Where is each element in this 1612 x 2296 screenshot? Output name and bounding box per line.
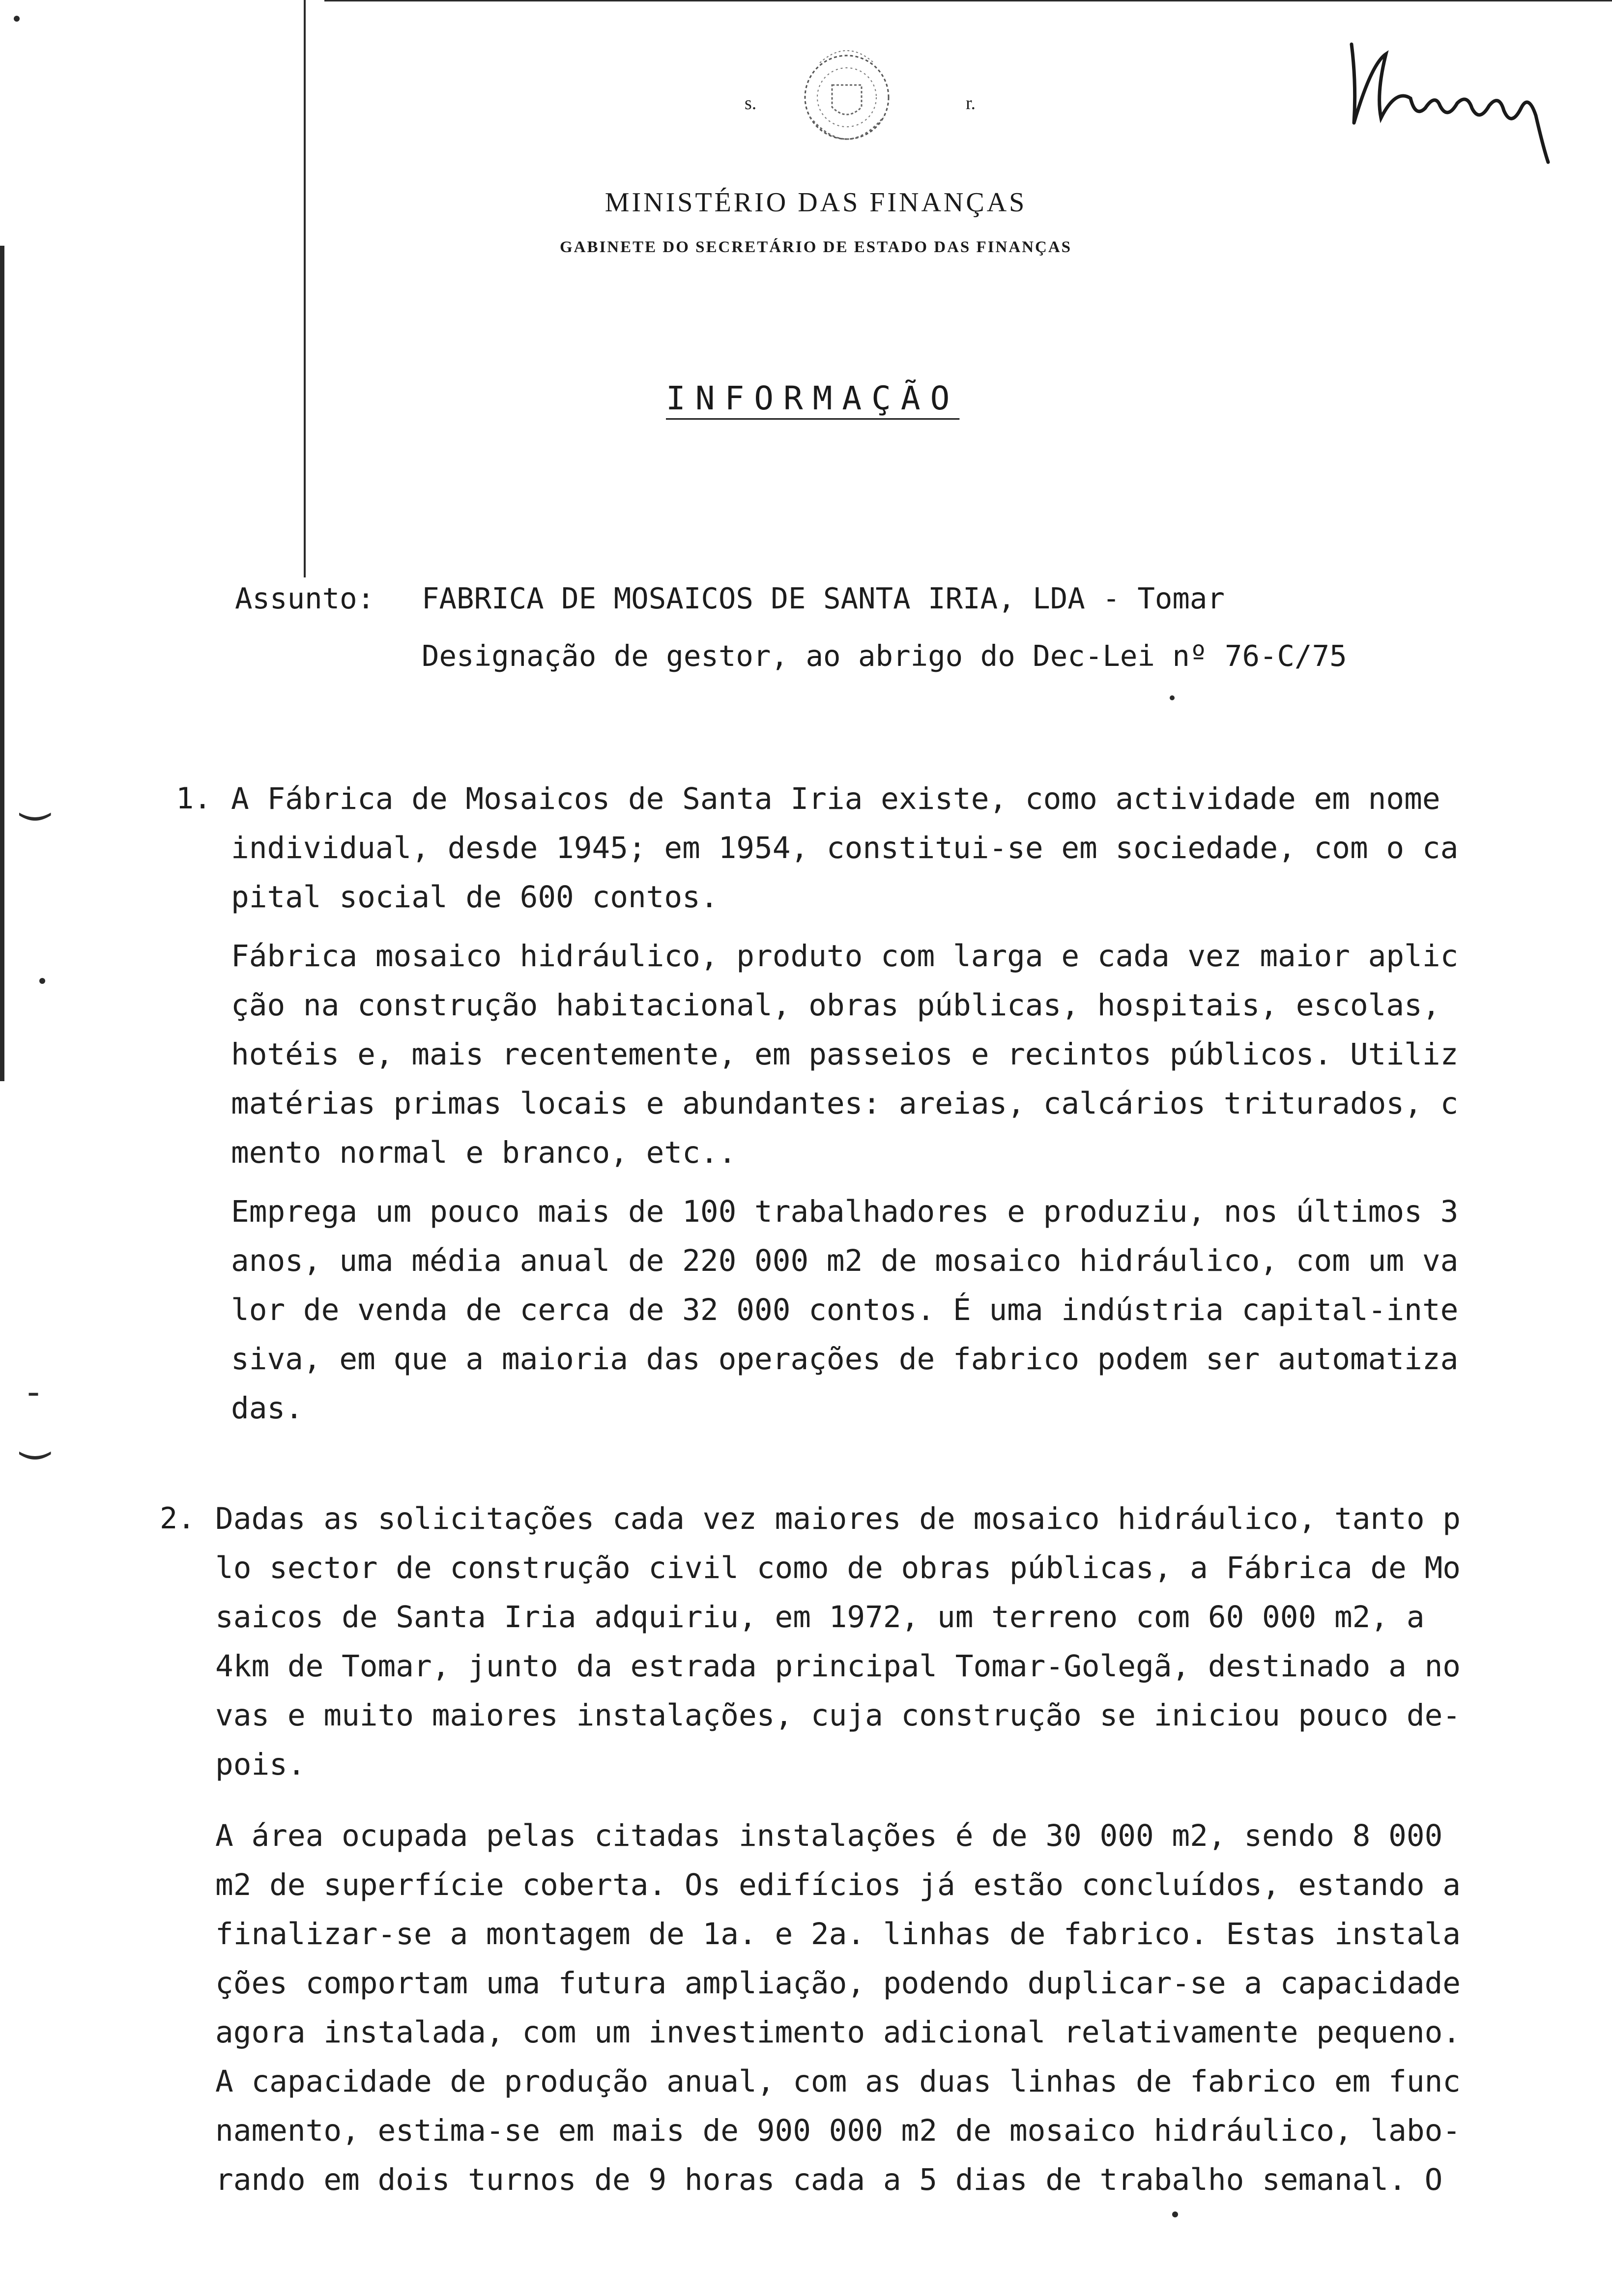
paragraph-line: rando em dois turnos de 9 horas cada a 5 dias de trabalho semanal. O [215, 2162, 1443, 2197]
paragraph-line: hotéis e, mais recentemente, em passeios e recintos públicos. Utiliz [231, 1037, 1459, 1072]
paragraph-line: Dadas as solicitações cada vez maiores de mosaico hidráulico, tanto p [215, 1501, 1461, 1536]
subject-line-1: FABRICA DE MOSAICOS DE SANTA IRIA, LDA - Tomar [422, 581, 1225, 615]
paragraph-line: pois. [215, 1747, 306, 1782]
paragraph-line: lor de venda de cerca de 32 000 contos. É uma indústria capital-inte [231, 1292, 1459, 1327]
scan-left-edge [0, 246, 4, 1081]
section-1-number: 1. [176, 781, 212, 816]
paragraph-line: A capacidade de produção anual, com as duas linhas de fabrico em func [215, 2064, 1461, 2099]
paragraph-line: das. [231, 1391, 303, 1426]
paragraph-line: A área ocupada pelas citadas instalações é de 30 000 m2, sendo 8 000 [215, 1818, 1443, 1853]
paragraph-line: matérias primas locais e abundantes: areias, calcários triturados, c [231, 1086, 1459, 1121]
scan-dot [14, 16, 20, 22]
scan-dot [39, 978, 45, 984]
paragraph-line: anos, uma média anual de 220 000 m2 de mosaico hidráulico, com um va [231, 1243, 1459, 1278]
section-2-number: 2. [160, 1501, 196, 1536]
coat-of-arms-seal [790, 43, 903, 166]
subject-label: Assunto: [235, 581, 375, 615]
paragraph-line: lo sector de construção civil como de obras públicas, a Fábrica de Mo [215, 1550, 1461, 1585]
scan-dot [1170, 695, 1175, 700]
paragraph-line: Fábrica mosaico hidráulico, produto com larga e cada vez maior aplic [231, 939, 1459, 974]
ministry-heading: MINISTÉRIO DAS FINANÇAS [604, 187, 1027, 218]
paragraph-line: pital social de 600 contos. [231, 880, 719, 915]
paragraph-line: individual, desde 1945; em 1954, constitui-se em sociedade, com o ca [231, 831, 1459, 865]
seal-letter-s: s. [745, 93, 757, 114]
paragraph-line: agora instalada, com um investimento adicional relativamente pequeno. [215, 2015, 1461, 2050]
scan-top-rule [324, 0, 1612, 1]
cabinet-heading: GABINETE DO SECRETÁRIO DE ESTADO DAS FINANÇAS [559, 238, 1072, 256]
scan-mark: ( [13, 809, 55, 824]
seal-letter-r: r. [966, 93, 976, 114]
paragraph-line: A Fábrica de Mosaicos de Santa Iria existe, como actividade em nome [231, 781, 1440, 816]
paragraph-line: 4km de Tomar, junto da estrada principal Tomar-Golegã, destinado a no [215, 1649, 1461, 1684]
document-title: INFORMAÇÃO [666, 379, 960, 417]
margin-vertical-rule [304, 0, 306, 577]
paragraph-line: namento, estima-se em mais de 900 000 m2 de mosaico hidráulico, labo- [215, 2113, 1461, 2148]
paragraph-line: finalizar-se a montagem de 1a. e 2a. linhas de fabrico. Estas instala [215, 1917, 1461, 1952]
paragraph-line: vas e muito maiores instalações, cuja construção se iniciou pouco de- [215, 1698, 1461, 1733]
scan-mark: ( [13, 1448, 55, 1463]
paragraph-line: Emprega um pouco mais de 100 trabalhadores e produziu, nos últimos 3 [231, 1194, 1459, 1229]
handwritten-signature [1342, 25, 1587, 172]
paragraph-line: mento normal e branco, etc.. [231, 1135, 737, 1170]
paragraph-line: ções comportam uma futura ampliação, podendo duplicar-se a capacidade [215, 1966, 1461, 2001]
paragraph-line: m2 de superfície coberta. Os edifícios já estão concluídos, estando a [215, 1867, 1461, 1902]
paragraph-line: siva, em que a maioria das operações de fabrico podem ser automatiza [231, 1342, 1459, 1377]
paragraph-line: saicos de Santa Iria adquiriu, em 1972, um terreno com 60 000 m2, a [215, 1600, 1425, 1635]
scan-dot [1172, 2211, 1178, 2217]
scan-mark: - [27, 1371, 40, 1412]
paragraph-line: ção na construção habitacional, obras públicas, hospitais, escolas, [231, 988, 1440, 1023]
subject-line-2: Designação de gestor, ao abrigo do Dec-Lei nº 76-C/75 [422, 639, 1347, 673]
